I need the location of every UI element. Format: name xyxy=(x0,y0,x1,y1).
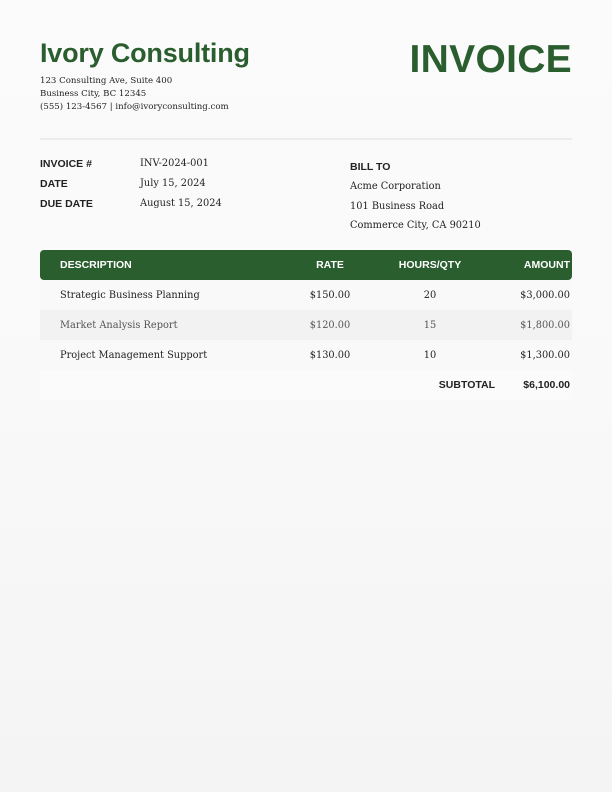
table-row xyxy=(40,310,572,340)
header-amount: AMOUNT xyxy=(523,259,570,271)
table-row xyxy=(40,340,572,370)
subtotal-row xyxy=(40,370,572,400)
row-amount: $1,800.00 xyxy=(520,319,570,331)
row-amount: $1,300.00 xyxy=(520,349,570,361)
row-description: Market Analysis Report xyxy=(60,319,178,331)
header-qty: HOURS/QTY xyxy=(398,259,462,271)
row-amount: $3,000.00 xyxy=(520,289,570,301)
date-label: DATE xyxy=(40,178,68,190)
row-rate: $150.00 xyxy=(309,289,351,301)
row-description: Project Management Support xyxy=(60,349,208,361)
invoice-number-label: INVOICE # xyxy=(40,158,92,170)
date-value: July 15, 2024 xyxy=(140,178,206,189)
table-header xyxy=(40,250,572,280)
due-date-value: August 15, 2024 xyxy=(140,198,222,209)
row-qty: 10 xyxy=(423,349,437,361)
bill-to-label: BILL TO xyxy=(350,161,391,173)
bill-to-address-line2: Commerce City, CA 90210 xyxy=(350,220,481,231)
due-date-label: DUE DATE xyxy=(40,198,93,210)
subtotal-label: SUBTOTAL xyxy=(438,379,495,391)
invoice-meta xyxy=(40,158,572,238)
line-items-table xyxy=(40,250,572,400)
document-title: INVOICE xyxy=(409,38,572,81)
bill-to-address-line1: 101 Business Road xyxy=(350,200,445,212)
subtotal-value: $6,100.00 xyxy=(523,379,570,391)
company-name: Ivory Consulting xyxy=(40,38,250,68)
invoice-page xyxy=(40,0,572,391)
company-address-line2: Business City, BC 12345 xyxy=(40,89,147,99)
row-qty: 20 xyxy=(423,289,437,301)
header-rate: RATE xyxy=(316,259,344,271)
row-description: Strategic Business Planning xyxy=(60,289,200,301)
table-row xyxy=(40,280,572,310)
company-address-line1: 123 Consulting Ave, Suite 400 xyxy=(40,76,173,86)
company-contact: (555) 123-4567 | info@ivoryconsulting.com xyxy=(40,102,229,112)
bill-to-block xyxy=(350,158,481,237)
company-address xyxy=(40,75,229,114)
invoice-header xyxy=(40,0,572,140)
header-description: DESCRIPTION xyxy=(60,259,132,271)
row-qty: 15 xyxy=(423,319,437,331)
row-rate: $120.00 xyxy=(309,319,351,331)
bill-to-name: Acme Corporation xyxy=(350,181,441,192)
row-rate: $130.00 xyxy=(309,349,351,361)
invoice-number-value: INV-2024-001 xyxy=(140,158,209,169)
